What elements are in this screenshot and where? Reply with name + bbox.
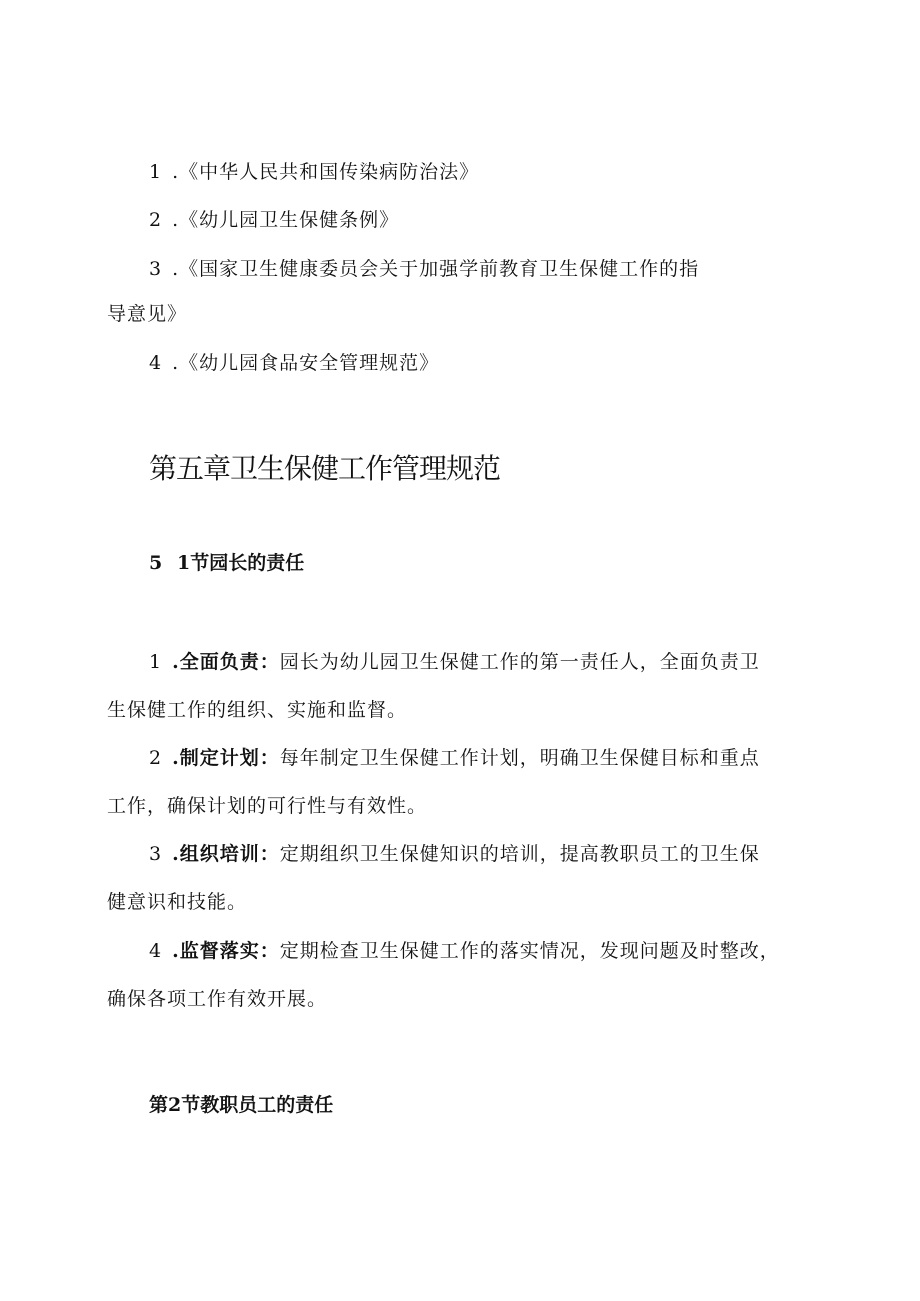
duty-item-4 [149,939,780,963]
duty-number: 3 [149,843,163,865]
duty-text: 每年制定卫生保健工作计划，明确卫生保健目标和重点 [279,747,760,769]
reference-item-2 [149,208,399,232]
reference-item-3 [149,257,699,281]
section-1-title-text: 1节园长的责任 [177,552,305,574]
reference-item-4 [149,351,439,375]
section-1-number: 5 [149,552,163,574]
duty-item-3 [149,842,760,866]
duty-item-2 [149,746,760,770]
reference-text: .《国家卫生健康委员会关于加强学前教育卫生保健工作的指 [172,258,700,280]
duty-number: 4 [149,940,163,962]
duty-item-3-continuation: 健意识和技能。 [107,891,248,913]
reference-item-3-continuation: 导意见》 [107,303,188,325]
duty-item-1 [149,650,760,674]
duty-item-2-continuation: 工作，确保计划的可行性与有效性。 [107,795,428,817]
reference-number: 1 [149,161,163,183]
duty-text: 定期检查卫生保健工作的落实情况，发现问题及时整改， [279,940,780,962]
reference-text: .《幼儿园卫生保健条例》 [172,209,400,231]
duty-text: 园长为幼儿园卫生保健工作的第一责任人，全面负责卫 [279,651,760,673]
duty-lead: .全面负责： [172,651,280,673]
reference-number: 3 [149,258,163,280]
duty-lead: .制定计划： [172,747,280,769]
reference-number: 2 [149,209,163,231]
reference-text: .《幼儿园食品安全管理规范》 [172,352,440,374]
reference-text: .《中华人民共和国传染病防治法》 [172,161,480,183]
section-1-title [149,551,304,575]
duty-lead: .组织培训： [172,843,280,865]
reference-item-1 [149,160,479,184]
duty-number: 1 [149,651,163,673]
section-2-title: 第2节教职员工的责任 [149,1094,334,1116]
duty-text: 定期组织卫生保健知识的培训，提高教职员工的卫生保 [279,843,760,865]
duty-item-1-continuation: 生保健工作的组织、实施和监督。 [107,699,408,721]
chapter-title: 第五章卫生保健工作管理规范 [149,452,501,485]
duty-item-4-continuation: 确保各项工作有效开展。 [107,988,328,1010]
duty-number: 2 [149,747,163,769]
reference-number: 4 [149,352,163,374]
duty-lead: .监督落实： [172,940,280,962]
